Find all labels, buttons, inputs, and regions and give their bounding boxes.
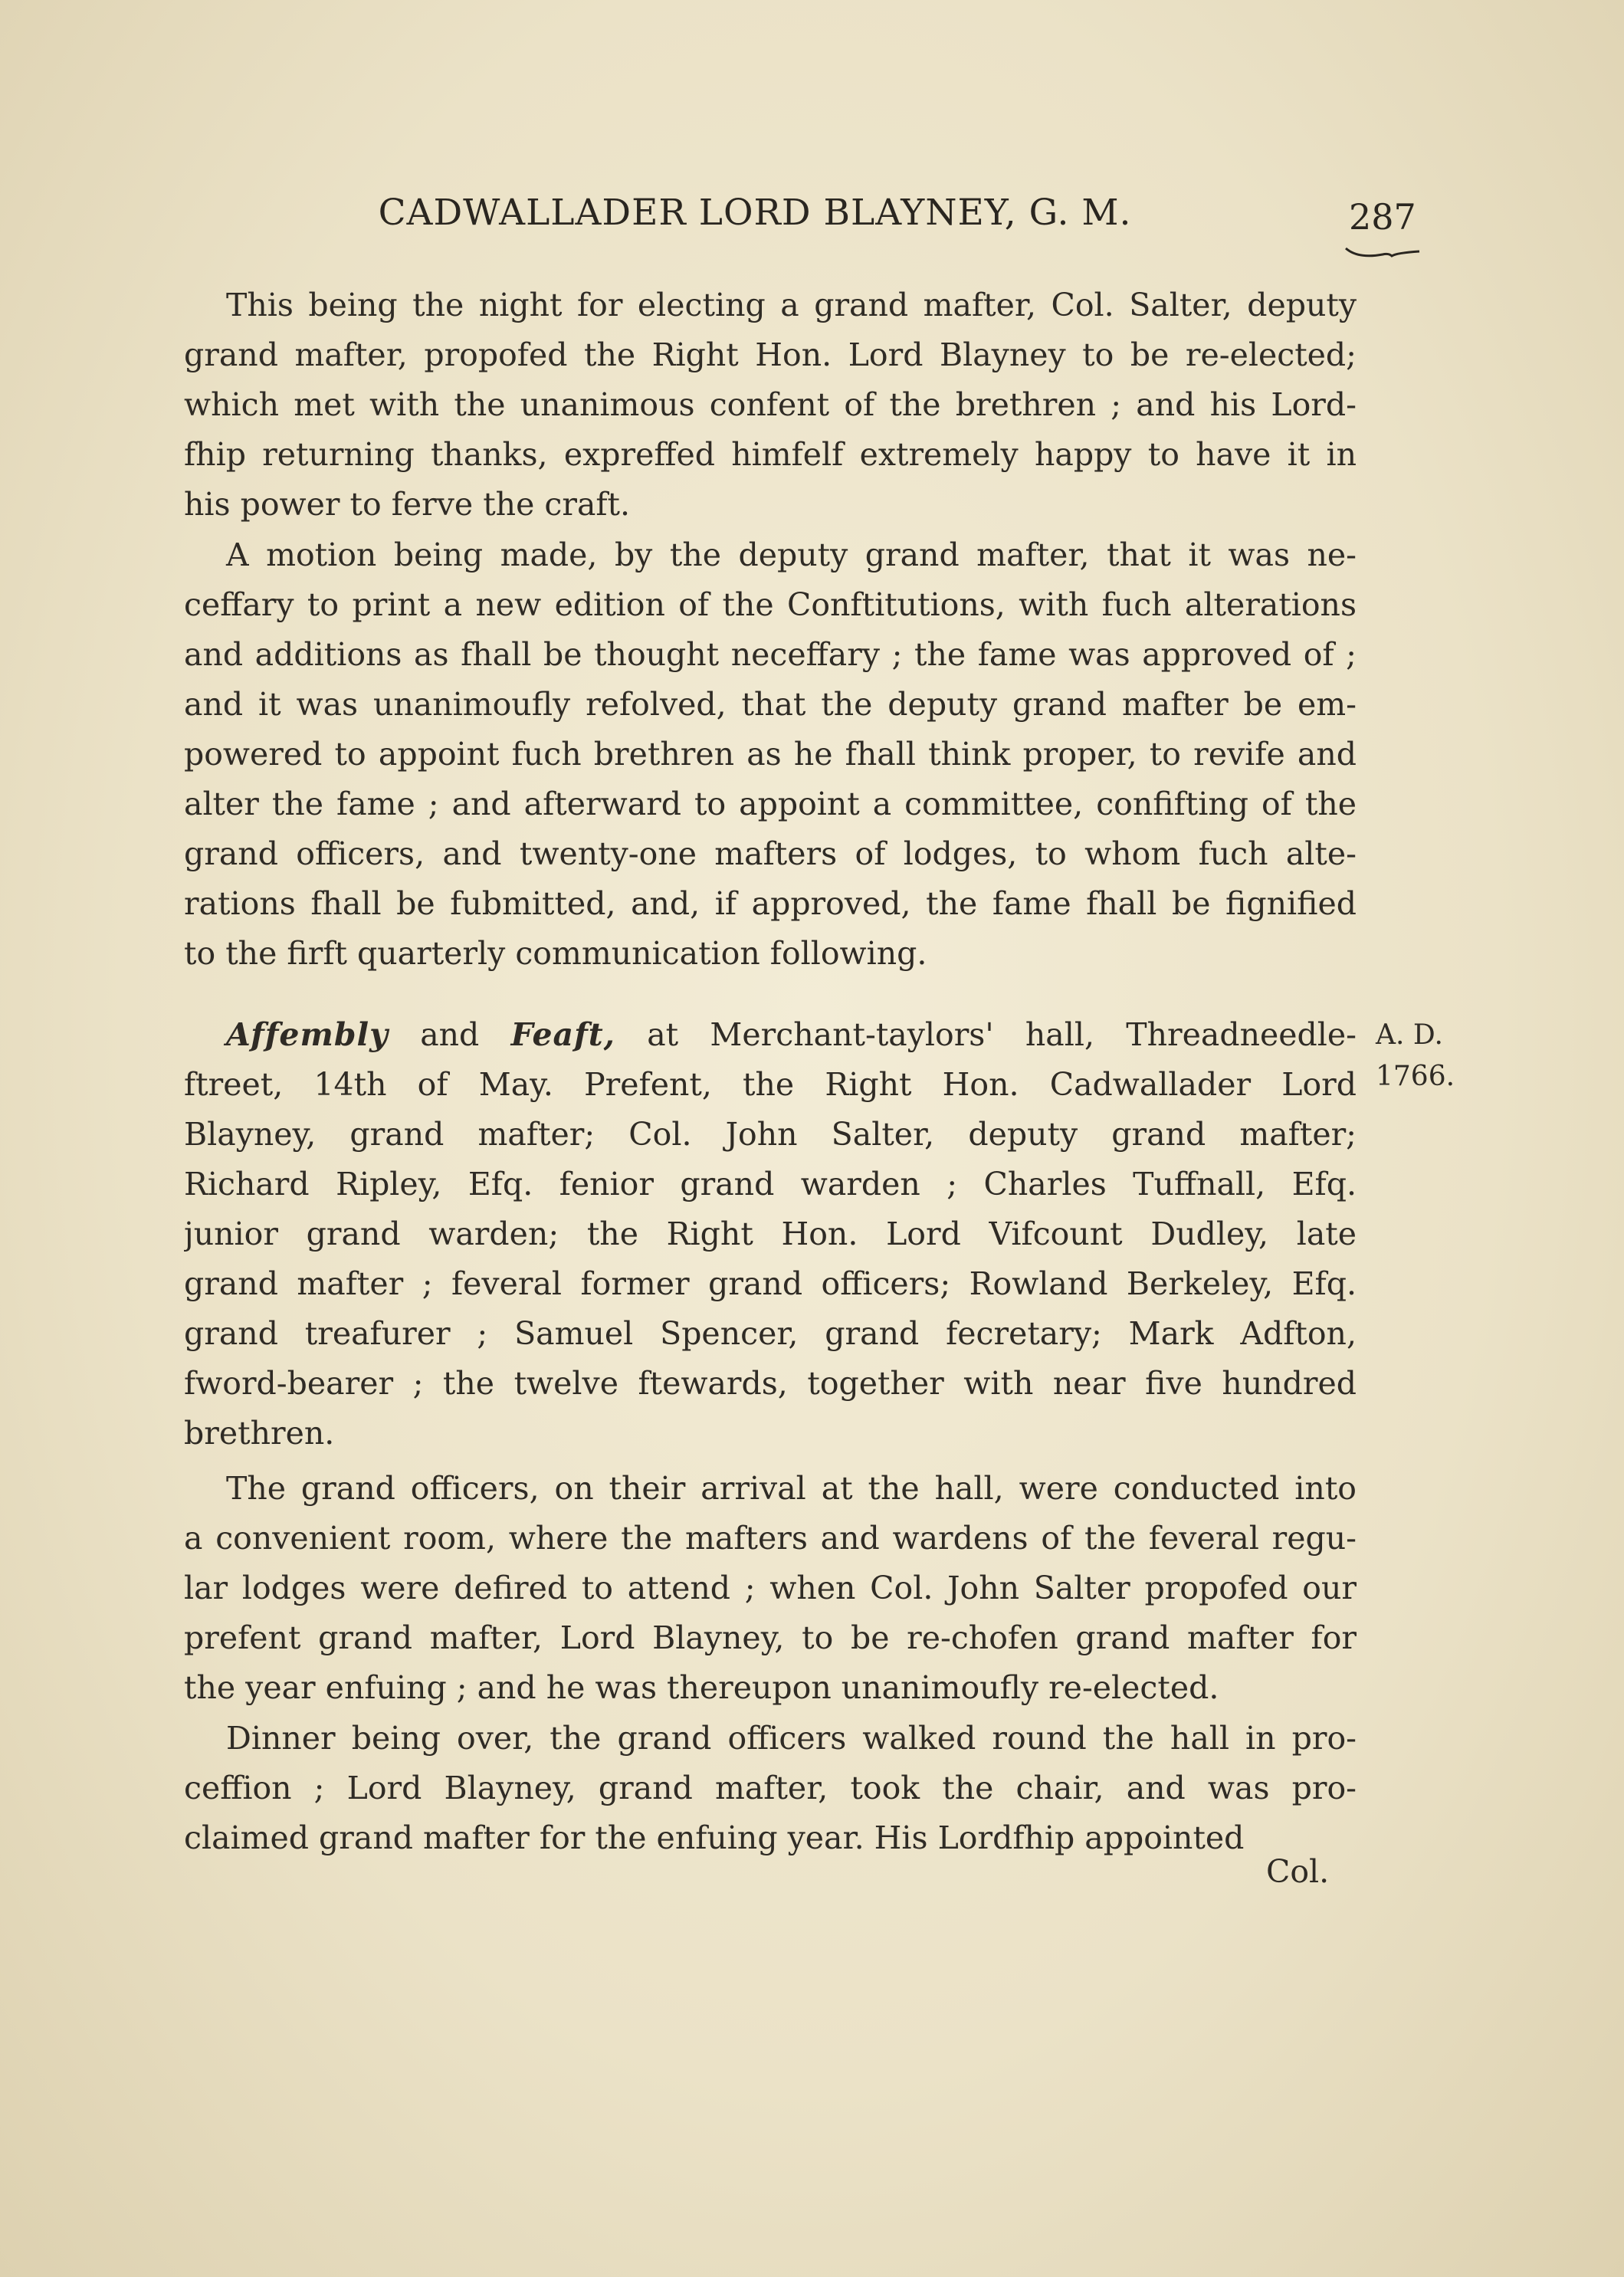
text-line: ceffary to print a new edition of the Conftitutions, with fuch alterations bbox=[184, 586, 1357, 623]
paragraph-3 bbox=[184, 1010, 1357, 1458]
text-line: and it was unanimoufly refolved, that the deputy grand mafter be em- bbox=[184, 686, 1357, 723]
page-number-flourish bbox=[1343, 244, 1427, 262]
text-line: prefent grand mafter, Lord Blayney, to be re-chofen grand mafter for bbox=[184, 1619, 1357, 1656]
margin-note-year: 1766. bbox=[1376, 1061, 1455, 1092]
text-line: alter the fame ; and afterward to appoint a committee, confifting of the bbox=[184, 786, 1357, 822]
text-line: powered to appoint fuch brethren as he fhall think proper, to revife and bbox=[184, 736, 1357, 773]
page-number: 287 bbox=[1349, 196, 1416, 238]
text-line: his power to ferve the craft. bbox=[184, 486, 631, 523]
running-title: CADWALLADER LORD BLAYNEY, G. M. bbox=[378, 192, 1132, 234]
text-line: Blayney, grand mafter; Col. John Salter, deputy grand mafter; bbox=[184, 1116, 1357, 1153]
lead-word-assembly: Affembly bbox=[226, 1016, 389, 1053]
paragraph-1 bbox=[184, 281, 1357, 530]
text-line: The grand officers, on their arrival at the hall, were conducted into bbox=[226, 1470, 1357, 1507]
text-line: Dinner being over, the grand officers walked round the hall in pro- bbox=[226, 1720, 1357, 1757]
text-line: grand officers, and twenty-one mafters of lodges, to whom fuch alte- bbox=[184, 835, 1357, 872]
paragraph-2 bbox=[184, 530, 1357, 979]
text-line: ceffion ; Lord Blayney, grand mafter, took the chair, and was pro- bbox=[184, 1770, 1357, 1806]
text-line: A motion being made, by the deputy grand mafter, that it was ne- bbox=[226, 536, 1357, 573]
text-line: rations fhall be fubmitted, and, if approved, the fame fhall be fignified bbox=[184, 885, 1357, 922]
text-line: a convenient room, where the mafters and wardens of the feveral regu- bbox=[184, 1520, 1357, 1557]
lead-word-feast: Feaft, bbox=[510, 1016, 615, 1053]
text-line: fhip returning thanks, expreffed himfelf extremely happy to have it in bbox=[184, 436, 1357, 473]
text-line-lead bbox=[184, 1010, 1357, 1060]
text-line: brethren. bbox=[184, 1415, 335, 1452]
paragraph-5 bbox=[184, 1714, 1357, 1863]
margin-note-ad: A. D. bbox=[1376, 1019, 1443, 1051]
text-line: grand mafter, propofed the Right Hon. Lord Blayney to be re-elected; bbox=[184, 336, 1357, 373]
text-line: grand mafter ; feveral former grand officers; Rowland Berkeley, Efq. bbox=[184, 1265, 1357, 1302]
text-line: which met with the unanimous confent of the brethren ; and his Lord- bbox=[184, 386, 1357, 423]
lead-and: and bbox=[420, 1016, 480, 1053]
text-line: ftreet, 14th of May. Prefent, the Right Hon. Cadwallader Lord bbox=[184, 1066, 1357, 1103]
catchword: Col. bbox=[1266, 1853, 1330, 1890]
paragraph-4 bbox=[184, 1464, 1357, 1713]
text-line: junior grand warden; the Right Hon. Lord Vifcount Dudley, late bbox=[184, 1216, 1357, 1252]
text-line: Richard Ripley, Efq. fenior grand warden ; Charles Tuffnall, Efq. bbox=[184, 1166, 1357, 1202]
text-line: and additions as fhall be thought neceffary ; the fame was approved of ; bbox=[184, 636, 1357, 673]
text-line: claimed grand mafter for the enfuing year. His Lordfhip appointed bbox=[184, 1819, 1245, 1856]
text-line: lar lodges were defired to attend ; when Col. John Salter propofed our bbox=[184, 1570, 1357, 1606]
text-line: fword-bearer ; the twelve ftewards, together with near five hundred bbox=[184, 1365, 1357, 1402]
text-line: grand treafurer ; Samuel Spencer, grand fecretary; Mark Adfton, bbox=[184, 1315, 1357, 1352]
lead-rest: at Merchant-taylors' hall, Threadneedle- bbox=[647, 1016, 1357, 1053]
text-line: the year enfuing ; and he was thereupon unanimoufly re-elected. bbox=[184, 1669, 1219, 1706]
text-line: This being the night for electing a grand mafter, Col. Salter, deputy bbox=[226, 287, 1357, 323]
text-line: to the firft quarterly communication following. bbox=[184, 935, 927, 972]
